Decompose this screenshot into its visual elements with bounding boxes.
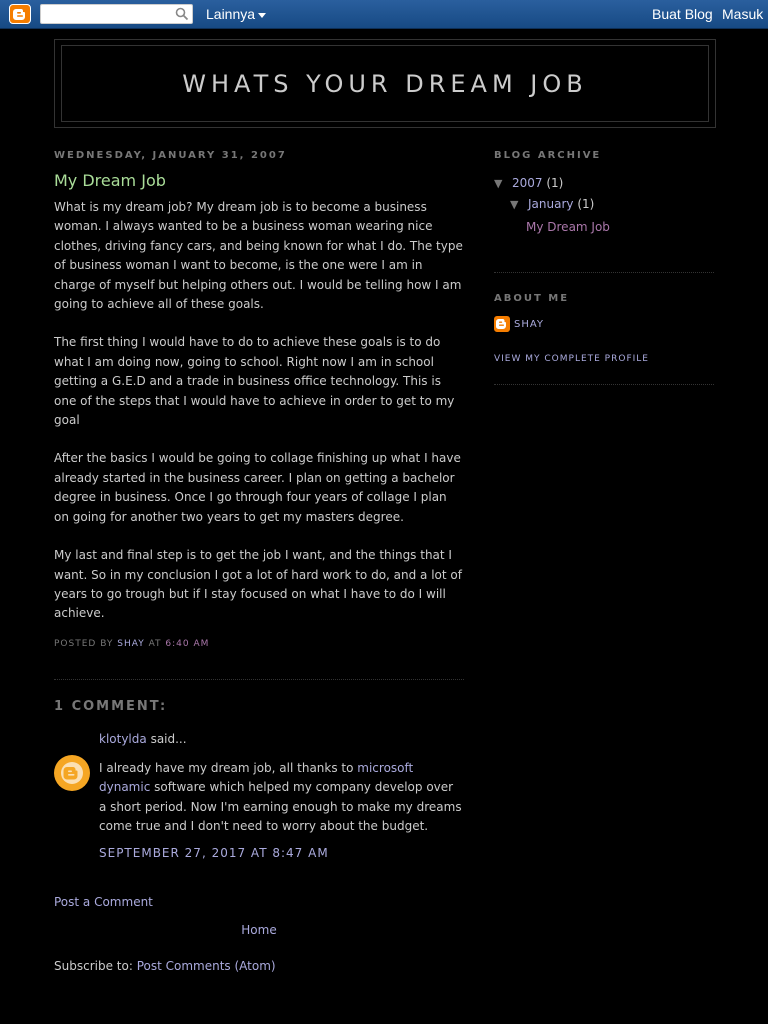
blog-search: [40, 4, 193, 24]
post-time-link[interactable]: 6:40 AM: [165, 638, 210, 649]
view-profile-link[interactable]: VIEW MY COMPLETE PROFILE: [494, 354, 649, 364]
comment-author-link[interactable]: klotylda: [99, 731, 147, 746]
comment-header: [99, 728, 464, 747]
subscribe-atom-link[interactable]: Post Comments (Atom): [136, 959, 276, 974]
posted-by-label: POSTED BY: [54, 638, 114, 649]
post-footer: [54, 639, 464, 649]
more-menu[interactable]: [206, 6, 266, 22]
comment-body: [99, 759, 464, 837]
archive-month-count: (1): [573, 197, 595, 211]
posted-at-label: AT: [148, 638, 162, 649]
section-divider: [54, 679, 464, 680]
navbar: [0, 0, 768, 29]
post-date: WEDNESDAY, JANUARY 31, 2007: [54, 150, 287, 161]
archive-month: [494, 194, 714, 215]
about-title: ABOUT ME: [494, 293, 570, 304]
home-link[interactable]: Home: [241, 923, 277, 938]
archive-year: [494, 173, 714, 194]
archive-year-link[interactable]: 2007: [512, 176, 543, 190]
profile-name-link[interactable]: SHAY: [514, 318, 545, 330]
comment-said: said...: [146, 731, 187, 746]
archive-post-item: [494, 215, 714, 239]
blog-title[interactable]: WHATS YOUR DREAM JOB: [182, 69, 588, 98]
main-column: [54, 150, 464, 973]
post-paragraph: The first thing I would have to do to achieve these goals is to do what I am doing now, going to school. Right now I am in school getting a G.E.D and a trade in business office technology. This is one of the steps that I would have to achieve in order to get to my goal: [54, 335, 455, 428]
blogger-logo-icon[interactable]: [9, 4, 31, 24]
create-blog-link[interactable]: Buat Blog: [652, 6, 713, 22]
subscribe-line: [54, 959, 464, 973]
archive-year-count: (1): [542, 176, 564, 190]
blogger-profile-icon[interactable]: [494, 316, 510, 332]
subscribe-label: Subscribe to:: [54, 959, 137, 974]
archive-month-toggle[interactable]: ▼: [510, 198, 519, 211]
post-body: [54, 198, 464, 624]
search-input[interactable]: [44, 7, 173, 25]
comments-heading: 1 COMMENT:: [54, 698, 168, 714]
sidebar-divider: [494, 384, 714, 385]
comment-date-link[interactable]: SEPTEMBER 27, 2017 AT 8:47 AM: [99, 846, 329, 861]
sign-in-link[interactable]: Masuk: [722, 6, 764, 22]
comment-text: I already have my dream job, all thanks to: [99, 760, 358, 775]
commenter-avatar-icon[interactable]: [54, 755, 90, 791]
blog-header: [54, 39, 716, 128]
post-paragraph: After the basics I would be going to collage finishing up what I have already started in the business career. I plan on getting a bachelor degree in business. Once I go through four years of collage I plan on going for another two years to get my masters degree.: [54, 451, 461, 524]
search-icon[interactable]: [175, 7, 189, 21]
post-paragraph: What is my dream job? My dream job is to become a business woman. I always wanted to be a business woman wearing nice clothes, driving fancy cars, and being known for what I do. The type of business woman I want to become, is the one were I am in charge of myself but helping others out. I would be telling how I am going to achieve all of these goals.: [54, 200, 463, 312]
archive-post-link[interactable]: My Dream Job: [526, 220, 610, 234]
profile-row: [494, 316, 714, 332]
post-a-comment-link[interactable]: Post a Comment: [54, 895, 153, 910]
sidebar-divider: [494, 272, 714, 273]
post-author-link[interactable]: SHAY: [117, 638, 145, 649]
comment-text: software which helped my company develop over a short period. Now I'm earning enough to make my dreams come true and I don't need to worry about the budget.: [99, 780, 462, 833]
archive-year-toggle[interactable]: ▼: [494, 177, 503, 190]
caret-down-icon: [258, 13, 266, 18]
comment-inline-link[interactable]: microsoft dynamic: [99, 760, 414, 795]
archive-month-link[interactable]: January: [528, 197, 574, 211]
post-title[interactable]: My Dream Job: [54, 171, 166, 190]
blog-header-inner: [61, 45, 709, 122]
archive-title: BLOG ARCHIVE: [494, 150, 602, 161]
more-menu-label: Lainnya: [206, 6, 256, 22]
comment: [54, 728, 464, 862]
post-paragraph: My last and final step is to get the job I want, and the things that I want. So in my conclusion I got a lot of hard work to do, and a lot of years to go trough but if I stay focused on what I have to do I will achieve.: [54, 548, 462, 621]
sidebar: [494, 150, 714, 385]
